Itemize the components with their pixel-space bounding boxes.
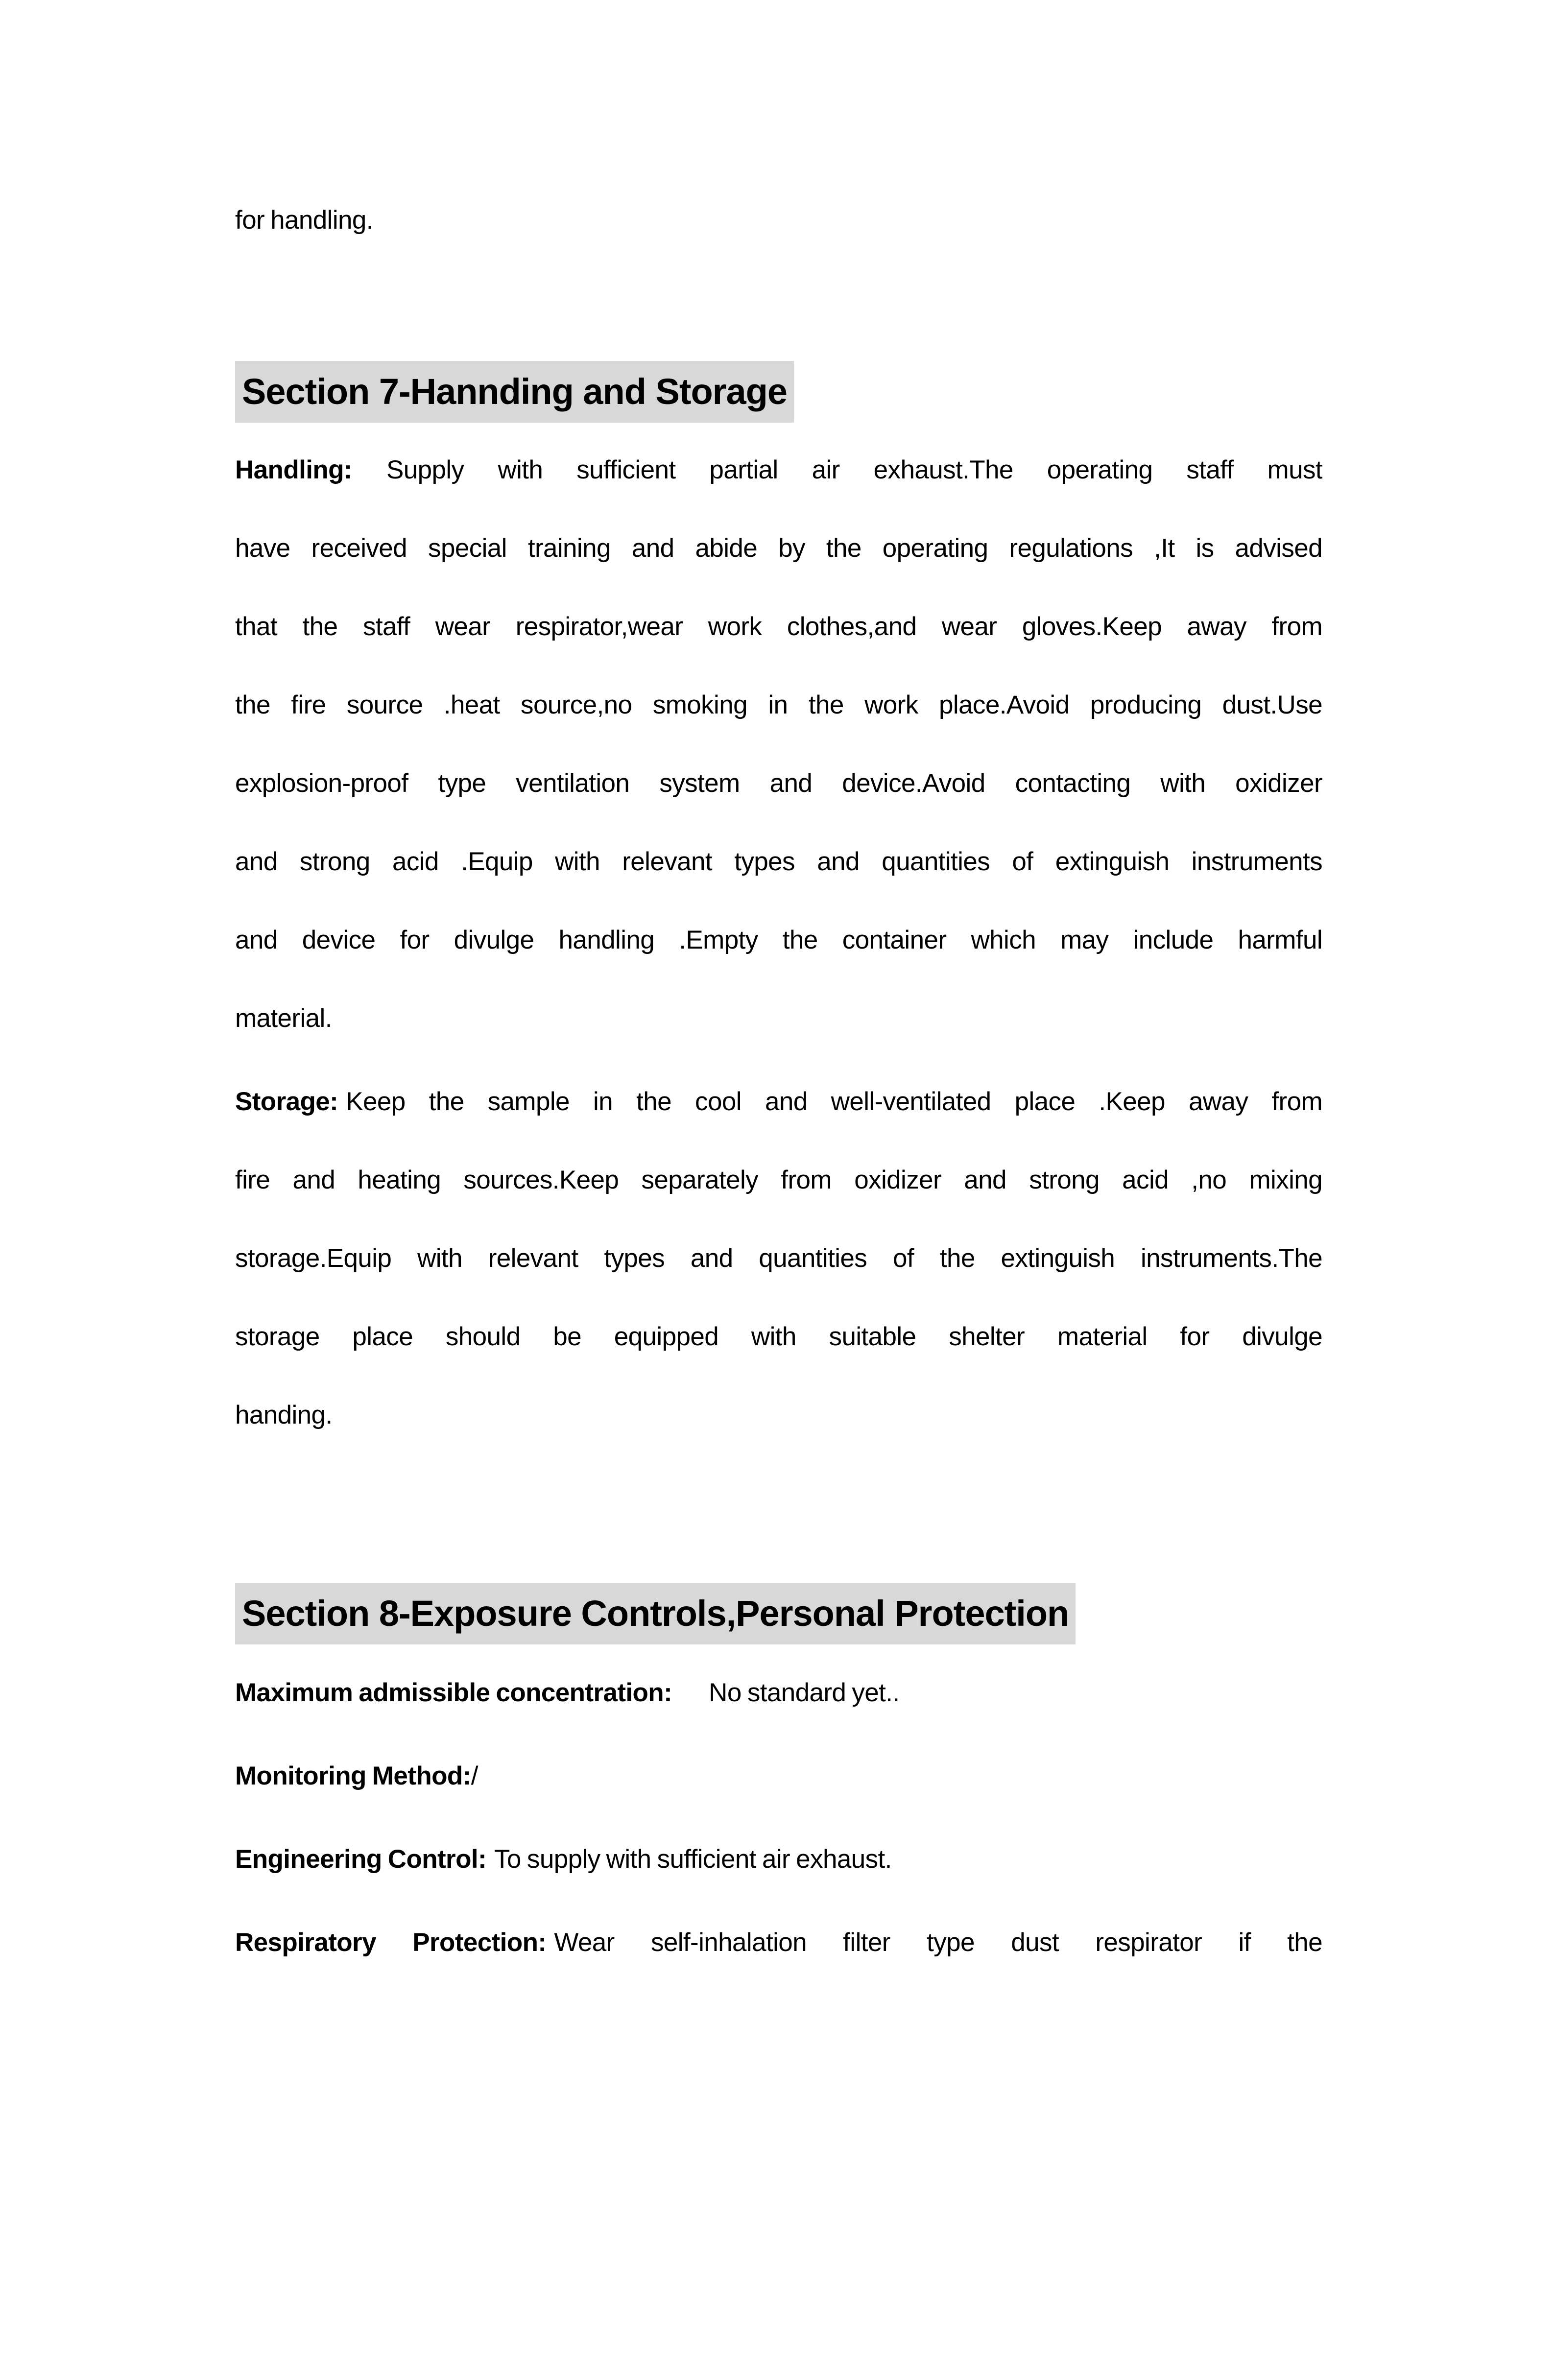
section7-heading: Section 7-Hannding and Storage <box>235 361 794 423</box>
storage-line <box>235 1063 1322 1141</box>
section8-heading: Section 8-Exposure Controls,Personal Protection <box>235 1583 1076 1644</box>
max-admissible-label: Maximum admissible concentration: <box>235 1678 672 1707</box>
storage-line: storage.Equip with relevant types and quantities of the extinguish instruments.The <box>235 1244 1322 1273</box>
msds-document-page <box>0 181 1555 2380</box>
storage-line-text: Keep the sample in the cool and well-ventilated place .Keep away from <box>346 1087 1322 1116</box>
storage-line: handing. <box>235 1401 333 1429</box>
monitoring-method-label: Monitoring Method: <box>235 1761 471 1790</box>
max-admissible-line <box>235 1651 1322 1735</box>
handling-line-text: Supply with sufficient partial air exhaust.The operating staff must <box>386 455 1322 484</box>
storage-paragraph <box>235 1063 1322 1454</box>
max-admissible-value: No standard yet.. <box>709 1678 900 1707</box>
handling-label: Handling: <box>235 455 352 484</box>
handling-line: explosion-proof type ventilation system and device.Avoid contacting with oxidizer <box>235 769 1322 798</box>
storage-line: storage place should be equipped with suitable shelter material for divulge <box>235 1322 1322 1351</box>
handling-line: and strong acid .Equip with relevant types and quantities of extinguish instruments <box>235 847 1322 876</box>
handling-line: material. <box>235 1004 332 1033</box>
storage-label: Storage: <box>235 1087 338 1116</box>
page-content <box>0 181 1555 1984</box>
handling-line: and device for divulge handling .Empty the container which may include harmful <box>235 926 1322 954</box>
handling-paragraph <box>235 431 1322 1058</box>
handling-line: the fire source .heat source,no smoking in the work place.Avoid producing dust.Use <box>235 690 1322 719</box>
respiratory-protection-value: Wear self-inhalation filter type dust respirator if the <box>554 1928 1322 1957</box>
handling-line <box>235 431 1322 509</box>
engineering-control-value: To supply with sufficient air exhaust. <box>494 1845 892 1874</box>
respiratory-protection-label: Respiratory Protection: <box>235 1928 547 1957</box>
engineering-control-line <box>235 1818 1322 1901</box>
monitoring-method-line <box>235 1735 1322 1818</box>
continuation-text: for handling. <box>235 206 373 235</box>
handling-line: have received special training and abide by the operating regulations ,It is advised <box>235 534 1322 563</box>
engineering-control-label: Engineering Control: <box>235 1845 487 1874</box>
storage-line: fire and heating sources.Keep separately from oxidizer and strong acid ,no mixing <box>235 1166 1322 1194</box>
monitoring-method-value: / <box>471 1761 478 1790</box>
respiratory-protection-line <box>235 1901 1322 1984</box>
handling-line: that the staff wear respirator,wear work clothes,and wear gloves.Keep away from <box>235 612 1322 641</box>
exposure-controls-block <box>235 1651 1322 1984</box>
